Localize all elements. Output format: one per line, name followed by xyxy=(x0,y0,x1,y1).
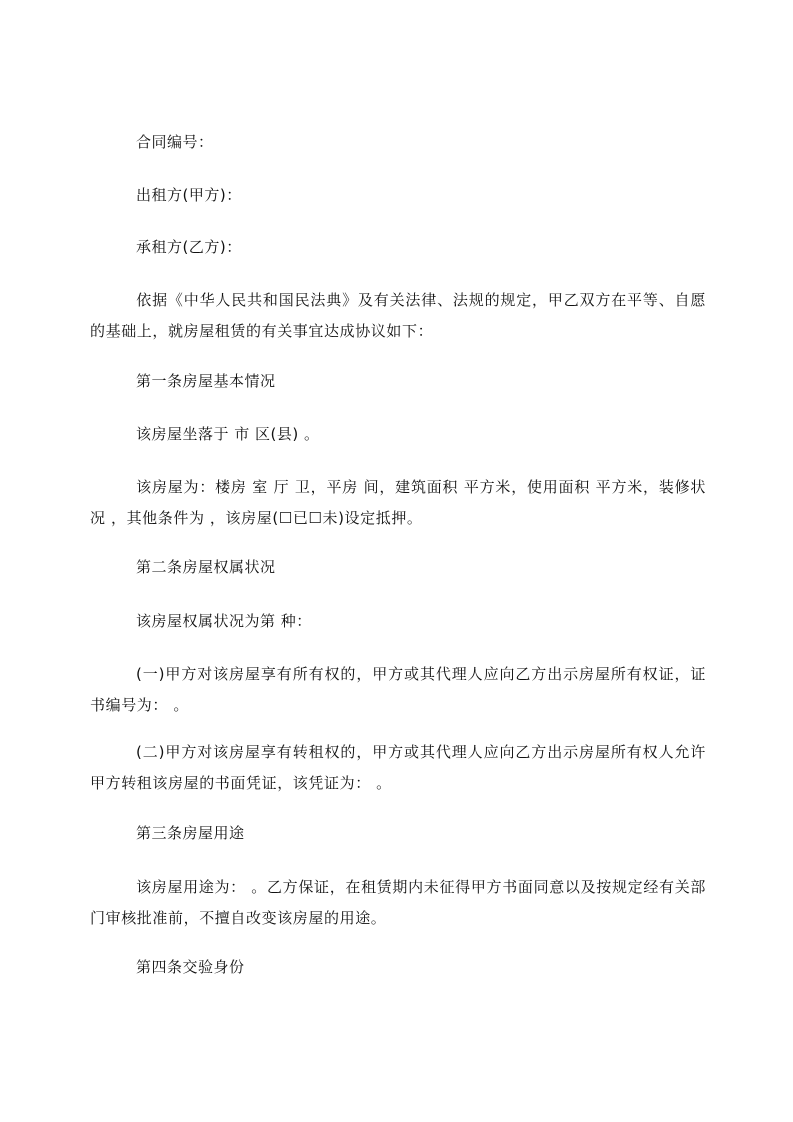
article2-item2-text: (二)甲方对该房屋享有转租权的，甲方或其代理人应向乙方出示房屋所有权人允许甲方转租该房屋的书面凭证，该凭证为： 。 xyxy=(90,743,706,792)
article1-location: 该房屋坐落于 市 区(县) 。 xyxy=(136,425,320,443)
article2-item2-paragraph xyxy=(90,737,706,799)
article2-item1-text: (一)甲方对该房屋享有所有权的，甲方或其代理人应向乙方出示房屋所有权证，证书编号为： 。 xyxy=(90,665,706,714)
article3-detail-paragraph xyxy=(90,872,706,934)
lessor-label: 出租方(甲方)： xyxy=(136,186,242,204)
article1-detail-paragraph xyxy=(90,472,706,534)
article4-title: 第四条交验身份 xyxy=(136,958,245,976)
article1-title: 第一条房屋基本情况 xyxy=(136,372,276,390)
article2-intro: 该房屋权属状况为第 种： xyxy=(136,612,312,630)
article2-item1-paragraph xyxy=(90,659,706,721)
intro-paragraph xyxy=(90,285,706,347)
article3-detail-text: 该房屋用途为： 。乙方保证，在租赁期内未征得甲方书面同意以及按规定经有关部门审核批准前，不擅自改变该房屋的用途。 xyxy=(90,878,706,927)
article3-title: 第三条房屋用途 xyxy=(136,824,245,842)
article1-detail-text: 该房屋为：楼房 室 厅 卫，平房 间，建筑面积 平方米，使用面积 平方米，装修状况 ，其他条件为 ，该房屋(☐已☐未)设定抵押。 xyxy=(90,478,706,527)
lessee-label: 承租方(乙方)： xyxy=(136,238,242,256)
contract-number-label: 合同编号： xyxy=(136,133,214,151)
article2-title: 第二条房屋权属状况 xyxy=(136,558,276,576)
intro-text: 依据《中华人民共和国民法典》及有关法律、法规的规定，甲乙双方在平等、自愿的基础上，就房屋租赁的有关事宜达成协议如下： xyxy=(90,291,706,340)
